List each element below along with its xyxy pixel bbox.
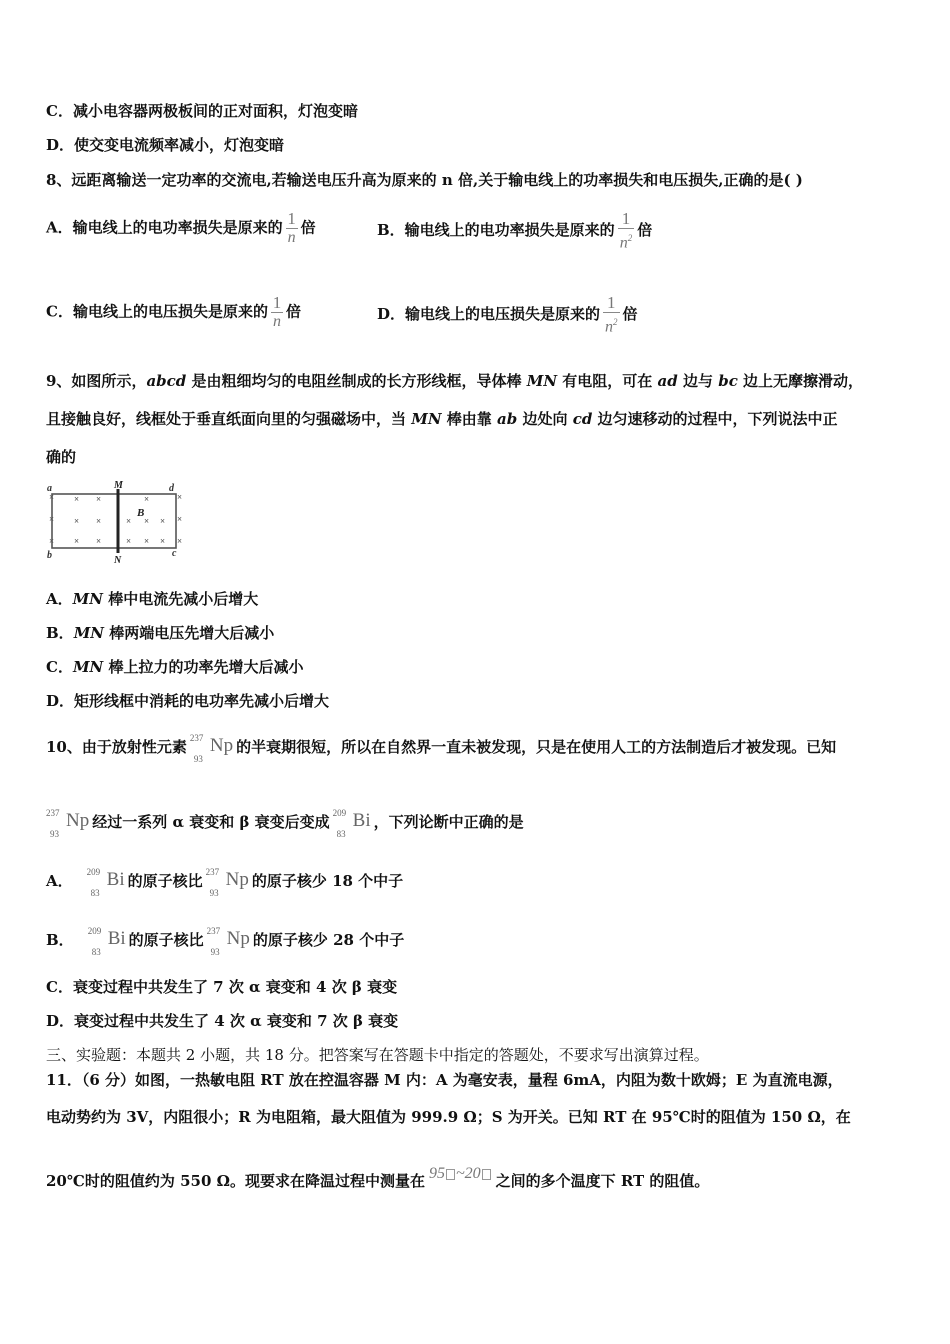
q10-stem-line-1: 10、由于放射性元素 237 93 Np 的半衰期很短，所以在自然界一直未被发现，只是在使用人工的方法制造后才被发现。已知	[46, 733, 837, 764]
q9-stem-line-3: 确的	[46, 448, 77, 466]
field-cross: ×	[49, 536, 55, 546]
q9-stem-line-1: 9、如图所示，abcd 是由粗细均匀的电阻丝制成的长方形线框，导体棒 MN 有电阻，可在 ad 边与 bc 边上无摩擦滑动，	[46, 372, 864, 390]
label-a: a	[47, 483, 52, 494]
nuclide-bi-209: 209 83 Bi	[87, 926, 126, 957]
section-3-heading: 三、实验题：本题共 2 小题，共 18 分。把答案写在答题卡中指定的答题处，不要求写出演算过程。	[46, 1046, 709, 1064]
field-cross: ×	[126, 536, 132, 546]
field-cross: ×	[74, 494, 80, 504]
q10-option-c: C．衰变过程中共发生了 7 次 α 衰变和 4 次 β 衰变	[46, 978, 398, 996]
field-cross: ×	[144, 494, 150, 504]
q8-option-a: A．输电线上的电功率损失是原来的 $\frac{1}{n}$ 倍	[46, 209, 316, 246]
nuclide-np-237: 237 93 Np	[46, 808, 90, 839]
label-b: b	[47, 550, 52, 561]
field-cross: ×	[96, 516, 102, 526]
q7-option-d: D．使交变电流频率减小，灯泡变暗	[46, 136, 285, 154]
fraction-1-over-n: $\frac{1}{n}$	[272, 293, 282, 330]
q11-line-2: 电动势约为 3V，内阻很小；R 为电阻箱，最大阻值为 999.9 Ω；S 为开关。已知 RT 在 95℃时的阻值为 150 Ω，在	[46, 1108, 851, 1126]
nuclide-np-237: 237 93 Np	[189, 733, 234, 764]
field-cross: ×	[144, 516, 150, 526]
q10-stem-line-2: 237 93 Np 经过一系列 α 衰变和 β 衰变后变成 209 83 Bi ，下列论断中正确的是	[46, 808, 524, 839]
q10-option-b: B． 209 83 Bi 的原子核比 237 93 Np 的原子核少 28 个中子	[46, 926, 405, 957]
field-cross: ×	[74, 536, 80, 546]
q9-option-a: A．MN 棒中电流先减小后增大	[46, 590, 259, 608]
magnetic-field-crosses	[49, 492, 182, 546]
label-field-b: B	[137, 507, 145, 519]
q9-option-d: D．矩形线框中消耗的电功率先减小后增大	[46, 692, 330, 710]
q8-stem: 8、远距离输送一定功率的交流电,若输送电压升高为原来的 n 倍,关于输电线上的功率损失和电压损失,正确的是( )	[46, 171, 803, 189]
field-cross: ×	[74, 516, 80, 526]
q9-option-b: B．MN 棒两端电压先增大后减小	[46, 624, 275, 642]
label-c: c	[172, 548, 177, 559]
nuclide-bi-209: 209 83 Bi	[86, 867, 125, 898]
q7-option-c: C．减小电容器两极板间的正对面积，灯泡变暗	[46, 102, 358, 120]
q8-option-d: D．输电线上的电压损失是原来的 $\frac{1}{n^2}$ 倍	[377, 293, 638, 336]
field-cross: ×	[49, 492, 55, 502]
field-cross: ×	[177, 492, 183, 502]
fraction-1-over-n: $\frac{1}{n}$	[287, 209, 296, 246]
temperature-range: 95 ~20	[429, 1164, 492, 1184]
q11-line-1: 11．（6 分）如图，一热敏电阻 RT 放在控温容器 M 内：A 为毫安表，量程 6mA，内阻为数十欧姆；E 为直流电源，	[46, 1071, 843, 1089]
wire-frame	[52, 494, 176, 548]
q9-circuit-figure	[44, 478, 189, 564]
fraction-1-over-n-squared: $\frac{1}{n^2}$	[619, 209, 633, 252]
field-cross: ×	[177, 514, 183, 524]
fraction-1-over-n-squared: $\frac{1}{n^2}$	[605, 293, 618, 336]
q8-option-b: B．输电线上的电功率损失是原来的 $\frac{1}{n^2}$ 倍	[377, 209, 653, 252]
field-cross: ×	[160, 536, 166, 546]
label-d: d	[169, 483, 174, 494]
q10-option-d: D．衰变过程中共发生了 4 次 α 衰变和 7 次 β 衰变	[46, 1012, 399, 1030]
nuclide-np-237: 237 93 Np	[206, 926, 250, 957]
q9-stem-line-2: 且接触良好，线框处于垂直纸面向里的匀强磁场中，当 MN 棒由靠 ab 边处向 cd 边匀速移动的过程中，下列说法中正	[46, 410, 838, 428]
nuclide-np-237: 237 93 Np	[205, 867, 249, 898]
field-cross: ×	[49, 514, 55, 524]
q8-option-c: C．输电线上的电压损失是原来的 $\frac{1}{n}$ 倍	[46, 293, 301, 330]
label-m: M	[114, 480, 123, 491]
field-cross: ×	[126, 516, 132, 526]
q9-option-c: C．MN 棒上拉力的功率先增大后减小	[46, 658, 304, 676]
q11-line-3: 20℃时的阻值约为 550 Ω。现要求在降温过程中测量在 95 ~20 之间的多个温度下 RT 的阻值。	[46, 1165, 710, 1190]
q10-option-a: A． 209 83 Bi 的原子核比 237 93 Np 的原子核少 18 个中子	[46, 867, 404, 898]
field-cross: ×	[160, 516, 166, 526]
field-cross: ×	[177, 536, 183, 546]
field-cross: ×	[96, 494, 102, 504]
nuclide-bi-209: 209 83 Bi	[332, 808, 371, 839]
label-n: N	[114, 555, 122, 564]
field-cross: ×	[144, 536, 150, 546]
field-cross: ×	[96, 536, 102, 546]
